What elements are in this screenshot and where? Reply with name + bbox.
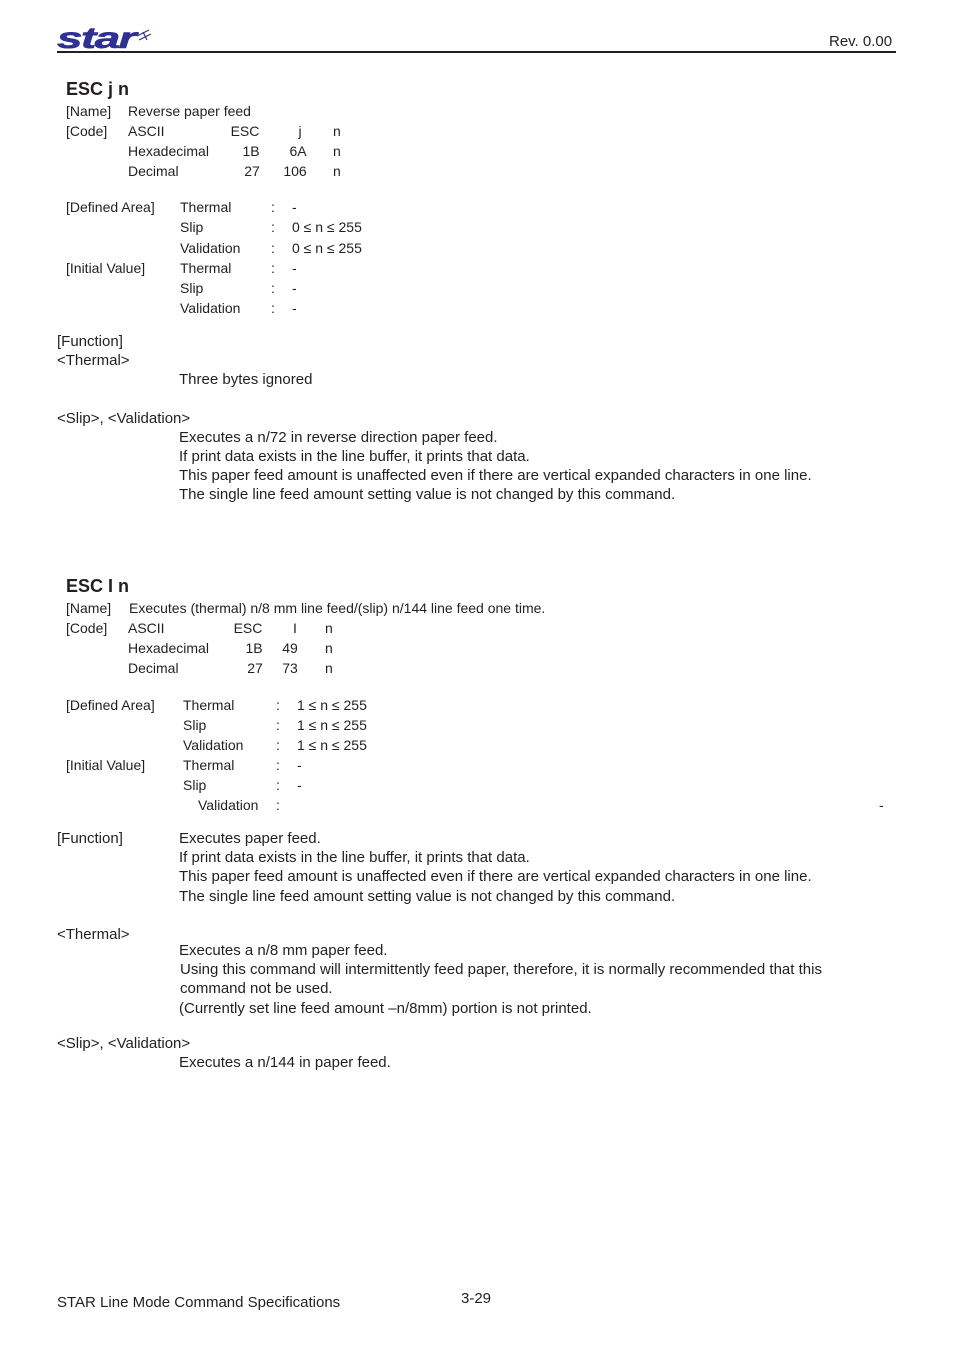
header-rule <box>57 51 896 53</box>
command-name: Executes (thermal) n/8 mm line feed/(slip) n/144 line feed one time. <box>129 600 546 616</box>
mode-label: Validation <box>198 797 259 813</box>
description-line: (Currently set line feed amount –n/8mm) portion is not printed. <box>179 1000 592 1017</box>
range-value: 1 ≤ n ≤ 255 <box>297 737 367 753</box>
code-value: n <box>325 620 333 636</box>
code-kind: ASCII <box>128 123 165 139</box>
range-value: 1 ≤ n ≤ 255 <box>297 717 367 733</box>
slip-validation-label: <Slip>, <Validation> <box>57 1035 191 1052</box>
code-value: ESC <box>233 620 263 636</box>
thermal-label: <Thermal> <box>57 352 130 369</box>
slip-validation-label: <Slip>, <Validation> <box>57 410 191 427</box>
footer-doc-title: STAR Line Mode Command Specifications <box>57 1294 341 1311</box>
code-value: n <box>333 163 341 179</box>
star-logo <box>57 26 153 50</box>
description-line: The single line feed amount setting value is not changed by this command. <box>179 888 676 905</box>
colon: : <box>276 737 280 753</box>
colon: : <box>271 199 275 215</box>
description-line: command not be used. <box>180 980 333 997</box>
colon: : <box>276 717 280 733</box>
revision-label: Rev. 0.00 <box>829 33 893 50</box>
initial-value-label: [Initial Value] <box>66 757 146 773</box>
mode-label: Slip <box>183 717 207 733</box>
colon: : <box>271 219 275 235</box>
code-label: [Code] <box>66 620 108 636</box>
code-value: 6A <box>289 143 307 159</box>
code-value: n <box>333 143 341 159</box>
section-title: ESC j n <box>66 79 130 99</box>
name-label: [Name] <box>66 103 112 119</box>
code-kind: Hexadecimal <box>128 640 209 656</box>
description-line: If print data exists in the line buffer, it prints that data. <box>179 849 530 866</box>
range-value: 0 ≤ n ≤ 255 <box>292 240 362 256</box>
initial-value-label: [Initial Value] <box>66 260 146 276</box>
colon: : <box>271 260 275 276</box>
colon: : <box>276 797 280 813</box>
code-value: 106 <box>283 163 307 179</box>
section-title: ESC I n <box>66 576 130 596</box>
mode-label: Thermal <box>183 757 235 773</box>
code-kind: Decimal <box>128 660 179 676</box>
code-value: n <box>325 660 333 676</box>
description-line: Executes a n/144 in paper feed. <box>179 1054 391 1071</box>
code-value: 27 <box>244 163 260 179</box>
code-value: ESC <box>230 123 260 139</box>
mode-label: Slip <box>180 219 204 235</box>
code-label: [Code] <box>66 123 108 139</box>
colon: : <box>276 757 280 773</box>
description-line: Using this command will intermittently feed paper, therefore, it is normally recommended that this <box>180 961 822 978</box>
function-label: [Function] <box>57 830 123 847</box>
code-value: 1B <box>245 640 263 656</box>
defined-area-label: [Defined Area] <box>66 199 155 215</box>
initial-value: - <box>879 797 884 813</box>
colon: : <box>271 300 275 316</box>
mode-label: Slip <box>183 777 207 793</box>
mode-label: Validation <box>183 737 244 753</box>
svg-text:star: star <box>57 26 141 50</box>
code-value: n <box>325 640 333 656</box>
initial-value: - <box>292 260 297 276</box>
description-line: The single line feed amount setting value is not changed by this command. <box>179 486 676 503</box>
initial-value: - <box>292 300 297 316</box>
code-kind: Hexadecimal <box>128 143 209 159</box>
mode-label: Thermal <box>180 199 232 215</box>
colon: : <box>276 777 280 793</box>
code-value: j <box>298 123 302 139</box>
mode-label: Validation <box>180 300 241 316</box>
name-label: [Name] <box>66 600 112 616</box>
code-value: 49 <box>282 640 298 656</box>
initial-value: - <box>297 777 302 793</box>
colon: : <box>271 240 275 256</box>
command-name: Reverse paper feed <box>128 103 251 119</box>
description-line: Three bytes ignored <box>179 371 313 388</box>
mode-label: Thermal <box>180 260 232 276</box>
defined-area-label: [Defined Area] <box>66 697 155 713</box>
code-value: 73 <box>282 660 298 676</box>
description-line: Executes a n/72 in reverse direction paper feed. <box>179 429 498 446</box>
code-value: n <box>333 123 341 139</box>
colon: : <box>271 280 275 296</box>
range-value: 0 ≤ n ≤ 255 <box>292 219 362 235</box>
colon: : <box>276 697 280 713</box>
code-value: 1B <box>242 143 260 159</box>
description-line: This paper feed amount is unaffected even if there are vertical expanded characters in one line. <box>179 467 812 484</box>
thermal-label: <Thermal> <box>57 926 130 943</box>
code-kind: Decimal <box>128 163 179 179</box>
mode-label: Slip <box>180 280 204 296</box>
range-value: 1 ≤ n ≤ 255 <box>297 697 367 713</box>
function-label: [Function] <box>57 333 123 350</box>
description-line: Executes a n/8 mm paper feed. <box>179 942 388 959</box>
code-value: 27 <box>247 660 263 676</box>
code-kind: ASCII <box>128 620 165 636</box>
code-value: I <box>293 620 297 636</box>
mode-label: Thermal <box>183 697 235 713</box>
range-value: - <box>292 199 297 215</box>
page-number: 3-29 <box>461 1290 492 1307</box>
initial-value: - <box>297 757 302 773</box>
description-line: Executes paper feed. <box>179 830 321 847</box>
mode-label: Validation <box>180 240 241 256</box>
description-line: If print data exists in the line buffer, it prints that data. <box>179 448 530 465</box>
initial-value: - <box>292 280 297 296</box>
description-line: This paper feed amount is unaffected even if there are vertical expanded characters in one line. <box>179 868 812 885</box>
